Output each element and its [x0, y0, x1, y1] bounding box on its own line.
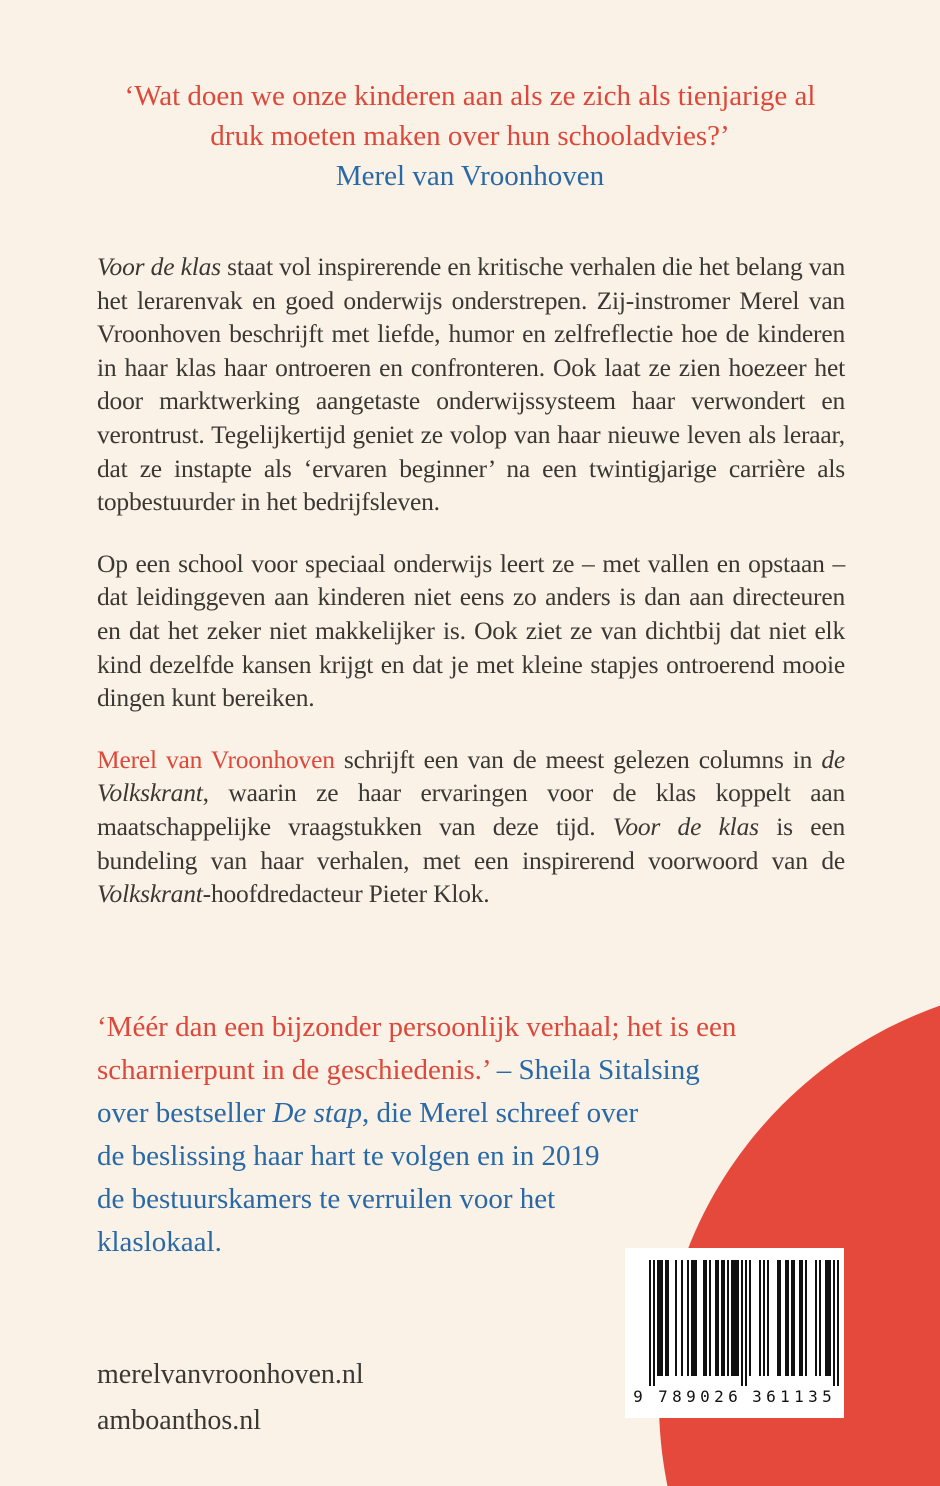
svg-text:5: 5 [821, 1387, 832, 1406]
svg-text:0: 0 [699, 1387, 710, 1406]
svg-text:2: 2 [713, 1387, 724, 1406]
text-segment: over bestseller [97, 1097, 273, 1129]
svg-text:6: 6 [765, 1387, 776, 1406]
text-segment: De stap [272, 1097, 362, 1129]
top-quote [0, 76, 940, 196]
svg-text:1: 1 [793, 1387, 804, 1406]
barcode [625, 1248, 844, 1418]
text-segment: de beslissing haar hart te volgen en in 2019 [97, 1140, 600, 1172]
svg-text:3: 3 [751, 1387, 762, 1406]
svg-text:1: 1 [779, 1387, 790, 1406]
review-quote-line [97, 1135, 736, 1178]
blurb-paragraph [97, 547, 845, 715]
text-segment: ‘Méér dan een bijzonder persoonlijk verhaal; het is een [97, 1011, 737, 1043]
text-segment: staat vol inspirerende en kritische verhalen die het belang van het lerarenvak en goed onderwijs onderstrepen. Zij-instromer Merel van Vroonhoven beschrijft met liefde, humor en zelfreflectie hoe de kinderen in haar klas haar ontroeren en confronteren. Ook laat ze zien hoezeer het door marktwerking aangetaste onderwijssysteem haar verwondert en verontrust. Tegelijkertijd geniet ze volop van haar nieuwe leven als leraar, dat ze instapte als ‘ervaren beginner’ na een twintigjarige carrière als topbestuurder in het bedrijfsleven. [97, 252, 846, 517]
svg-text:9: 9 [685, 1387, 696, 1406]
svg-text:6: 6 [727, 1387, 738, 1406]
review-quote-line [97, 1049, 736, 1092]
text-segment: Volkskrant [97, 879, 203, 909]
blurb-paragraph [97, 250, 845, 519]
review-quote [97, 1006, 736, 1264]
websites [97, 1352, 364, 1444]
text-segment: scharnierpunt in de geschiedenis.’ [97, 1054, 497, 1086]
text-segment: , die Merel schreef over [361, 1097, 639, 1129]
text-segment: , waarin ze haar ervaringen voor de klas koppelt aan maatschappelijke vraagstukken van deze tijd. [97, 778, 845, 841]
text-segment: schrijft een van de meest gelezen columns in [334, 744, 822, 774]
text-segment: Op een school voor speciaal onderwijs leert ze – met vallen en opstaan – dat leidinggeven aan kinderen niet eens zo anders is dan aan directeuren en dat het zeker niet makkelijker is. Ook ziet ze van dichtbij dat niet elk kind dezelfde kansen krijgt en dat je met kleine stapjes ontroerend mooie dingen kunt bereiken. [97, 548, 845, 713]
svg-text:3: 3 [807, 1387, 818, 1406]
review-quote-line [97, 1092, 736, 1135]
review-quote-line [97, 1178, 736, 1221]
text-segment: – Sheila Sitalsing [496, 1054, 700, 1086]
blurb-text [97, 250, 845, 939]
text-segment: de Volkskrant [97, 744, 845, 808]
text-segment: Voor de klas [97, 252, 221, 281]
top-quote-line: ‘Wat doen we onze kinderen aan als ze zich als tienjarige al [124, 80, 816, 112]
text-segment: de bestuurskamers te verruilen voor het [97, 1183, 556, 1215]
svg-text:8: 8 [671, 1387, 682, 1406]
top-quote-line: druk moeten maken over hun schooladvies?’ [210, 120, 730, 152]
text-segment: klaslokaal. [97, 1226, 222, 1258]
text-segment: Merel van Vroonhoven [97, 744, 335, 774]
blurb-paragraph [97, 743, 845, 911]
website-author: merelvanvroonhoven.nl [97, 1359, 364, 1390]
top-quote-attribution: Merel van Vroonhoven [335, 160, 605, 192]
website-publisher: amboanthos.nl [97, 1405, 262, 1436]
svg-text:7: 7 [657, 1387, 668, 1406]
svg-text:9: 9 [632, 1387, 643, 1406]
text-segment: Voor de klas [612, 811, 759, 841]
review-quote-line [97, 1006, 736, 1049]
barcode-bars [629, 1258, 841, 1408]
text-segment: is een bundeling van haar verhalen, met een inspirerend voorwoord van de [97, 811, 845, 875]
text-segment: -hoofdredacteur Pieter Klok. [202, 879, 490, 909]
